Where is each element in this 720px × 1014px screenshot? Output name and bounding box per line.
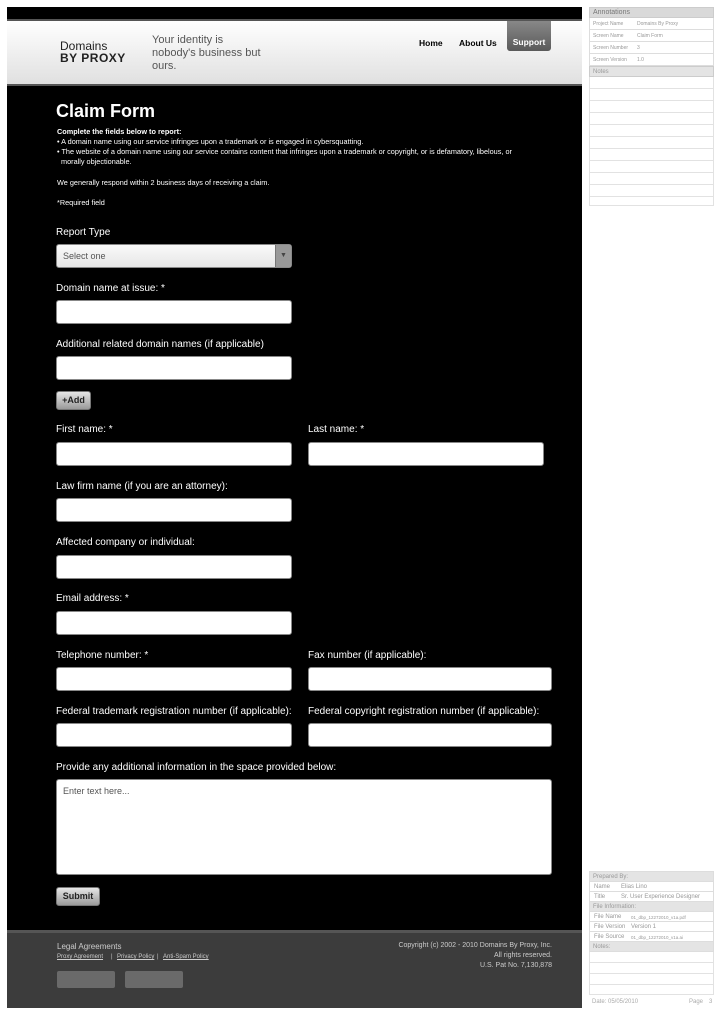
copyright-line-2: All rights reserved. bbox=[494, 952, 552, 959]
annotation-row bbox=[589, 42, 714, 54]
annotation-row bbox=[589, 18, 714, 30]
file-version-value: Version 1 bbox=[631, 924, 657, 930]
footer-badge[interactable] bbox=[125, 971, 183, 988]
first-name-label: First name: * bbox=[56, 424, 113, 435]
annotation-notes-heading: Notes bbox=[589, 66, 714, 77]
copyright-label: Federal copyright registration number (if applicable): bbox=[308, 706, 540, 717]
document-date: Date: 05/05/2010 bbox=[592, 999, 639, 1005]
email-input[interactable] bbox=[56, 611, 292, 635]
note-line bbox=[589, 197, 714, 206]
last-name-input[interactable] bbox=[308, 442, 544, 466]
note-line bbox=[589, 137, 714, 149]
prepared-title-key: Title bbox=[594, 894, 606, 900]
report-type-select[interactable]: Select one bbox=[56, 244, 292, 268]
prepared-name-value: Elias Lino bbox=[621, 884, 648, 890]
annotations-heading: Annotations bbox=[589, 7, 714, 18]
file-version-row bbox=[589, 922, 714, 932]
trademark-input[interactable] bbox=[56, 723, 292, 747]
company-label: Affected company or individual: bbox=[56, 537, 195, 548]
annotation-key: Screen Version bbox=[593, 57, 627, 63]
intro-bullet-2-cont: morally objectionable. bbox=[61, 157, 132, 166]
annotation-value: Domains By Proxy bbox=[637, 21, 679, 27]
company-input[interactable] bbox=[56, 555, 292, 579]
privacy-policy-link[interactable]: Privacy Policy bbox=[117, 954, 155, 960]
phone-label: Telephone number: * bbox=[56, 650, 149, 661]
intro-heading: Complete the fields below to report: bbox=[57, 127, 182, 136]
related-domains-label: Additional related domain names (if applicable) bbox=[56, 339, 264, 350]
annotation-value: 3 bbox=[637, 45, 640, 51]
submit-button[interactable]: Submit bbox=[56, 887, 100, 906]
annotation-row bbox=[589, 54, 714, 66]
note-line bbox=[589, 113, 714, 125]
first-name-input[interactable] bbox=[56, 442, 292, 466]
note-line bbox=[589, 101, 714, 113]
page-number: 3 bbox=[709, 999, 713, 1005]
top-bar bbox=[7, 7, 582, 19]
logo-domains[interactable]: Domains bbox=[60, 39, 108, 53]
note-line bbox=[589, 125, 714, 137]
annotation-value: Claim Form bbox=[637, 33, 663, 39]
copyright-line-3: U.S. Pat No. 7,130,878 bbox=[480, 962, 552, 969]
tagline: Your identity is nobody's business but ours. bbox=[152, 34, 261, 72]
phone-input[interactable] bbox=[56, 667, 292, 691]
prepared-by-heading: Prepared By: bbox=[589, 871, 714, 882]
report-type-label: Report Type bbox=[56, 227, 111, 238]
link-separator: | bbox=[157, 954, 159, 960]
link-separator: | bbox=[111, 954, 113, 960]
trademark-label: Federal trademark registration number (if applicable): bbox=[56, 706, 292, 717]
note-line bbox=[589, 173, 714, 185]
prepared-title-value: Sr. User Experience Designer bbox=[621, 894, 701, 900]
page-title: Claim Form bbox=[56, 101, 156, 121]
additional-info-textarea[interactable]: Enter text here... bbox=[56, 779, 552, 875]
fax-label: Fax number (if applicable): bbox=[308, 650, 427, 661]
copyright-input[interactable] bbox=[308, 723, 552, 747]
footer-badge[interactable] bbox=[57, 971, 115, 988]
logo-by-proxy[interactable]: BY PROXY bbox=[60, 51, 126, 65]
note-line bbox=[589, 952, 714, 963]
prepared-notes-heading: Notes: bbox=[589, 942, 714, 952]
note-line bbox=[589, 89, 714, 101]
prepared-title-row bbox=[589, 892, 714, 902]
file-name-value: 01_dbp_12272010_v1a.pdf bbox=[631, 915, 686, 920]
intro-bullet-1: • A domain name using our service infringes upon a trademark or is engaged in cybersquatting. bbox=[57, 137, 364, 146]
note-line bbox=[589, 185, 714, 197]
annotation-value: 1.0 bbox=[637, 57, 644, 63]
domain-input[interactable] bbox=[56, 300, 292, 324]
email-label: Email address: * bbox=[56, 593, 129, 604]
additional-info-label: Provide any additional information in the space provided below: bbox=[56, 762, 337, 773]
law-firm-label: Law firm name (if you are an attorney): bbox=[56, 481, 228, 492]
annotation-row bbox=[589, 30, 714, 42]
note-line bbox=[589, 77, 714, 89]
file-source-key: File Source bbox=[594, 934, 625, 940]
anti-spam-policy-link[interactable]: Anti-Spam Policy bbox=[163, 954, 209, 960]
law-firm-input[interactable] bbox=[56, 498, 292, 522]
note-line bbox=[589, 149, 714, 161]
nav-support[interactable]: Support bbox=[507, 21, 551, 51]
annotation-key: Screen Number bbox=[593, 45, 629, 51]
annotation-key: Project Name bbox=[593, 21, 624, 27]
nav-about-us[interactable]: About Us bbox=[459, 38, 497, 48]
note-line bbox=[589, 985, 714, 995]
annotation-key: Screen Name bbox=[593, 33, 624, 39]
add-domain-button[interactable]: +Add bbox=[56, 391, 91, 410]
note-line bbox=[589, 963, 714, 974]
file-version-key: File Version bbox=[594, 924, 626, 930]
last-name-label: Last name: * bbox=[308, 424, 365, 435]
file-info-heading: File Information: bbox=[589, 902, 714, 912]
nav-home[interactable]: Home bbox=[419, 38, 443, 48]
page-label: Page bbox=[689, 999, 704, 1005]
chevron-down-icon[interactable]: ▼ bbox=[275, 245, 291, 267]
prepared-name-row bbox=[589, 882, 714, 892]
file-name-key: File Name bbox=[594, 914, 622, 920]
required-note: *Required field bbox=[57, 198, 105, 207]
file-source-value: 01_dbp_12272010_v1a.ai bbox=[631, 935, 684, 940]
intro-bullet-2: • The website of a domain name using our service contains content that infringes upon a trademark or copyright, or is defamatory, libelous, or bbox=[57, 147, 512, 156]
note-line bbox=[589, 974, 714, 985]
file-source-row bbox=[589, 932, 714, 942]
related-domains-input[interactable] bbox=[56, 356, 292, 380]
domain-label: Domain name at issue: * bbox=[56, 283, 165, 294]
proxy-agreement-link[interactable]: Proxy Agreement bbox=[57, 954, 104, 960]
legal-heading: Legal Agreements bbox=[57, 942, 122, 951]
prepared-name-key: Name bbox=[594, 884, 611, 890]
copyright-line-1: Copyright (c) 2002 - 2010 Domains By Proxy, Inc. bbox=[398, 942, 552, 949]
response-note: We generally respond within 2 business days of receiving a claim. bbox=[57, 178, 270, 187]
note-line bbox=[589, 161, 714, 173]
fax-input[interactable] bbox=[308, 667, 552, 691]
file-name-row bbox=[589, 912, 714, 922]
